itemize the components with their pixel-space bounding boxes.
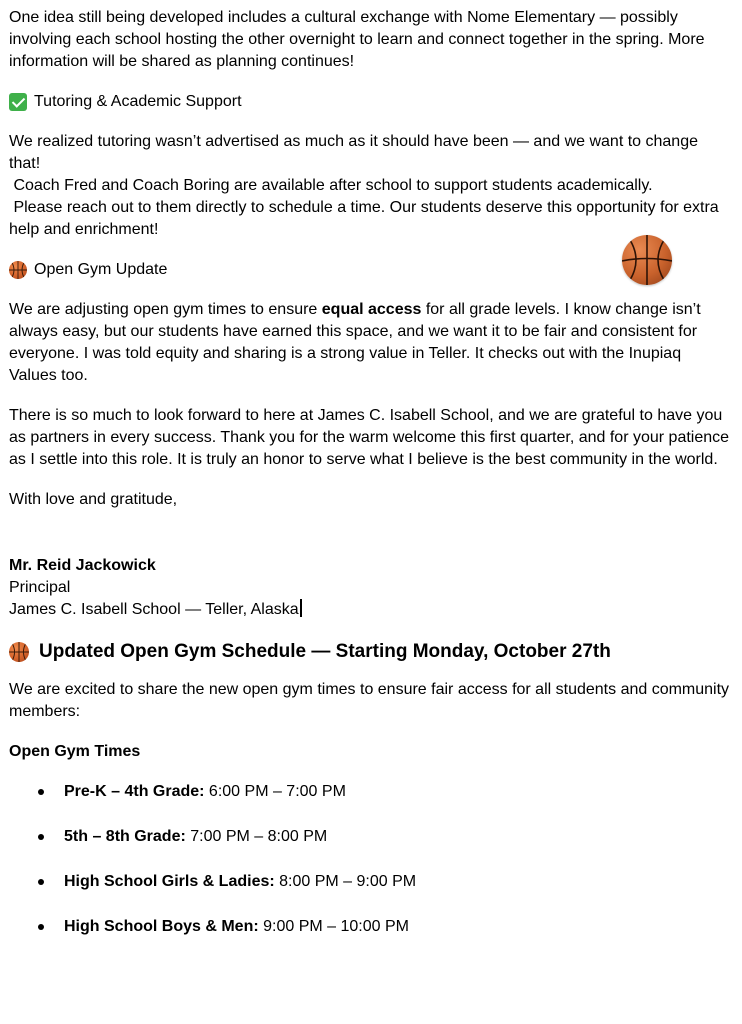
basketball-icon [9,261,27,279]
basketball-image[interactable] [622,235,672,285]
signature-school [9,599,731,621]
open-gym-text-start: We are adjusting open gym times to ensure [9,301,322,318]
schedule-list [9,781,731,938]
signature-name [9,555,731,577]
schedule-time: 7:00 PM – 8:00 PM [185,828,328,845]
times-heading [9,741,731,763]
exchange-paragraph: One idea still being developed includes a cultural exchange with Nome Elementary — possibly involving each school hosting the other overnight to learn and connect together in the spring. More information will be shared as planning continues! [9,9,705,70]
schedule-time: 9:00 PM – 10:00 PM [258,918,409,935]
schedule-group: 5th – 8th Grade: [64,828,186,845]
list-item [9,916,731,938]
schedule-intro: We are excited to share the new open gym times to ensure fair access for all students and community members: [9,681,730,720]
basketball-icon [9,642,29,662]
open-gym-text-end: for all grade levels. I know change isn’t always easy, but our students have earned this space, and we want it to be fair and consistent for everyone. I was told equity and sharing is a strong value in Teller. It checks out with the Inupiaq Values too. [9,301,701,384]
tutoring-line-3: Please reach out to them directly to schedule a time. Our students deserve this opportunity for extra help and enrichment! [9,199,724,238]
check-mark-icon [9,93,27,111]
open-gym-update-paragraph [9,299,731,387]
signature-title: Principal [9,579,71,596]
signoff: With love and gratitude, [9,491,178,508]
schedule-group: High School Boys & Men: [64,918,259,935]
schedule-title-text: Updated Open Gym Schedule — Starting Monday, October 27th [39,641,611,662]
text-cursor [300,599,302,617]
tutoring-heading [9,91,731,113]
signature-school-text: James C. Isabell School — Teller, Alaska [9,601,299,618]
times-heading-text: Open Gym Times [9,743,141,760]
schedule-group: Pre-K – 4th Grade: [64,783,205,800]
schedule-time: 8:00 PM – 9:00 PM [274,873,417,890]
tutoring-line-1: We realized tutoring wasn’t advertised as much as it should have been — and we want to change that! [9,133,698,172]
schedule-group: High School Girls & Ladies: [64,873,275,890]
signature-name-text: Mr. Reid Jackowick [9,557,156,574]
document-body [9,7,731,961]
tutoring-paragraph [9,131,731,241]
open-gym-update-heading-text: Open Gym Update [34,261,168,278]
closing-paragraph: There is so much to look forward to here at James C. Isabell School, and we are grateful to have you as partners in every success. Thank you for the warm welcome this first quarter, and for your patience as I settle into this role. It is truly an honor to serve what I believe is the best community in the world. [9,407,730,468]
list-item [9,871,731,893]
list-item [9,826,731,848]
list-item [9,781,731,803]
schedule-title [9,639,731,665]
tutoring-heading-text: Tutoring & Academic Support [34,93,242,110]
tutoring-line-2: Coach Fred and Coach Boring are available after school to support students academically. [9,177,653,194]
equal-access-bold: equal access [321,301,422,318]
signature-block [9,555,731,621]
schedule-time: 6:00 PM – 7:00 PM [204,783,346,800]
